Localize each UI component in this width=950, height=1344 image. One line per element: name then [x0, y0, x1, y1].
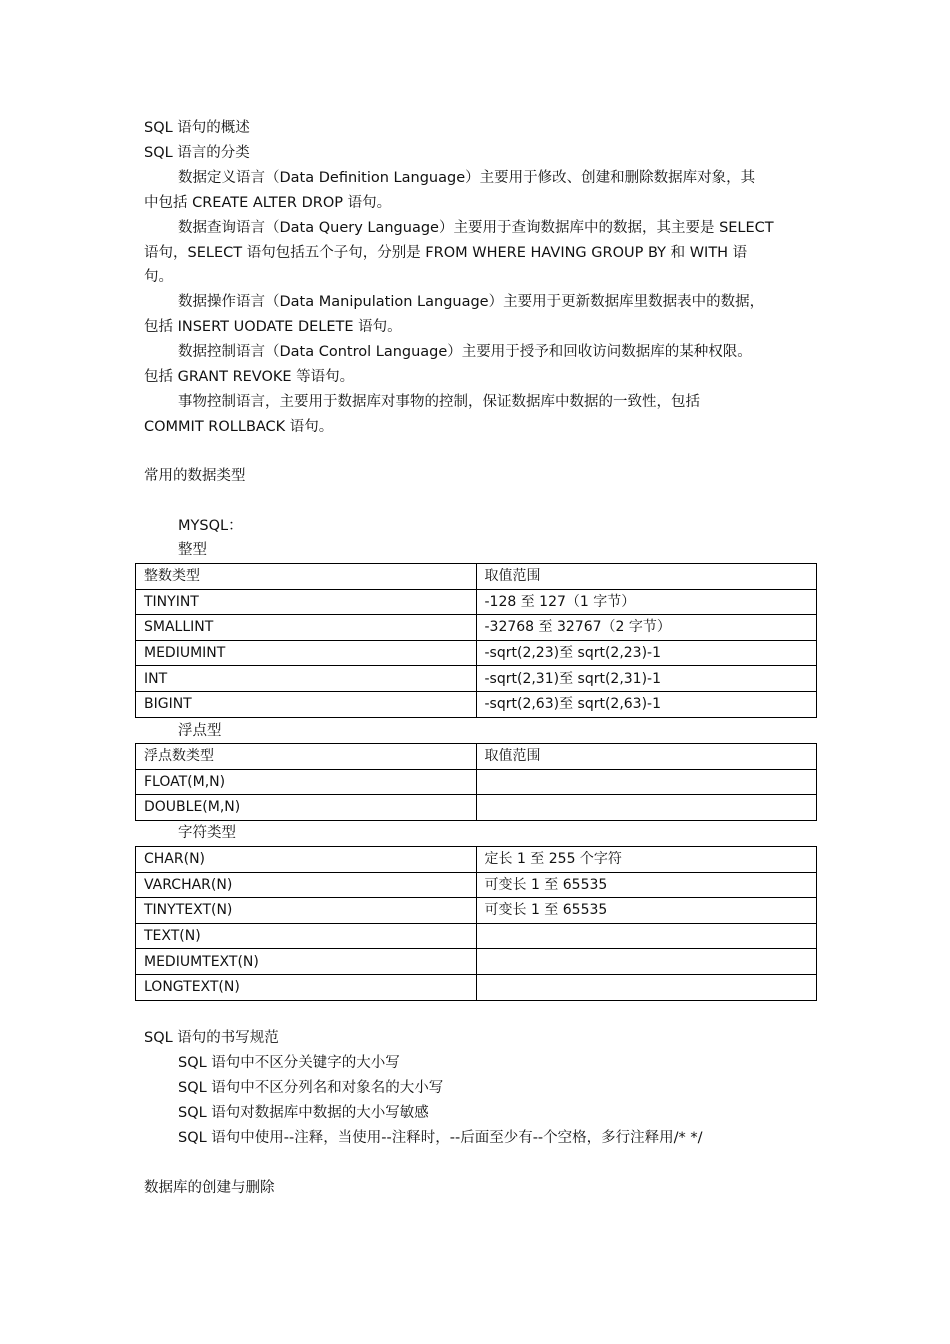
table-cell: -sqrt(2,31)至 sqrt(2,31)-1 [476, 666, 817, 692]
table-cell: TINYTEXT(N) [136, 898, 477, 924]
table-cell [476, 974, 817, 1000]
paragraph-dql-line-3: 句。 [144, 269, 173, 285]
table-cell [476, 949, 817, 975]
table-cell: LONGTEXT(N) [136, 974, 477, 1000]
paragraph-dql-line-1: 数据查询语言（Data Query Language）主要用于查询数据库中的数据，其主要是 SELECT [178, 220, 774, 236]
integer-types-table [135, 563, 817, 718]
table-row [136, 847, 817, 873]
heading-writing-rules: SQL 语句的书写规范 [144, 1030, 279, 1046]
table-cell: BIGINT [136, 691, 477, 717]
table-row [136, 640, 817, 666]
table-cell: -sqrt(2,23)至 sqrt(2,23)-1 [476, 640, 817, 666]
table-header-row [136, 564, 817, 590]
table-cell [476, 795, 817, 821]
integer-section-label: 整型 [178, 542, 207, 558]
table-row [136, 974, 817, 1000]
table-cell: VARCHAR(N) [136, 872, 477, 898]
table-row [136, 923, 817, 949]
table-cell: CHAR(N) [136, 847, 477, 873]
table-cell: INT [136, 666, 477, 692]
paragraph-dml-line-1: 数据操作语言（Data Manipulation Language）主要用于更新数据库里数据表中的数据， [178, 294, 765, 310]
table-row [136, 589, 817, 615]
float-section-label: 浮点型 [178, 723, 222, 739]
table-row [136, 691, 817, 717]
paragraph-dcl-line-2: 包括 GRANT REVOKE 等语句。 [144, 369, 355, 385]
rule-item: SQL 语句中不区分关键字的大小写 [178, 1055, 400, 1071]
rule-item: SQL 语句中不区分列名和对象名的大小写 [178, 1080, 444, 1096]
paragraph-tcl-line-2: COMMIT ROLLBACK 语句。 [144, 419, 334, 435]
table-header-cell: 取值范围 [476, 564, 817, 590]
table-cell: 定长 1 至 255 个字符 [476, 847, 817, 873]
rule-item: SQL 语句中使用--注释，当使用--注释时，--后面至少有--个空格，多行注释用/* */ [178, 1130, 703, 1146]
table-header-cell: 取值范围 [476, 744, 817, 770]
table-row [136, 898, 817, 924]
mysql-label: MYSQL： [178, 518, 243, 534]
table-row [136, 769, 817, 795]
table-cell: 可变长 1 至 65535 [476, 872, 817, 898]
table-cell: SMALLINT [136, 615, 477, 641]
float-types-table [135, 743, 817, 821]
table-cell: MEDIUMTEXT(N) [136, 949, 477, 975]
table-header-row [136, 744, 817, 770]
paragraph-dql-line-2: 语句，SELECT 语句包括五个子句，分别是 FROM WHERE HAVING GROUP BY 和 WITH 语 [144, 245, 748, 261]
paragraph-dcl-line-1: 数据控制语言（Data Control Language）主要用于授予和回收访问数据库的某种权限。 [178, 344, 752, 360]
table-cell: -sqrt(2,63)至 sqrt(2,63)-1 [476, 691, 817, 717]
table-row [136, 872, 817, 898]
paragraph-ddl-line-1: 数据定义语言（Data Definition Language）主要用于修改、创建和删除数据库对象，其 [178, 170, 756, 186]
heading-db-create-delete: 数据库的创建与删除 [144, 1180, 275, 1196]
paragraph-dml-line-2: 包括 INSERT UODATE DELETE 语句。 [144, 319, 402, 335]
table-row [136, 949, 817, 975]
heading-sql-overview: SQL 语句的概述 [144, 120, 250, 136]
table-cell: TINYINT [136, 589, 477, 615]
paragraph-ddl-line-2: 中包括 CREATE ALTER DROP 语句。 [144, 195, 392, 211]
rule-item: SQL 语句对数据库中数据的大小写敏感 [178, 1105, 429, 1121]
paragraph-tcl-line-1: 事物控制语言，主要用于数据库对事物的控制，保证数据库中数据的一致性，包括 [178, 394, 700, 410]
table-cell: -32768 至 32767（2 字节） [476, 615, 817, 641]
table-header-cell: 整数类型 [136, 564, 477, 590]
char-section-label: 字符类型 [178, 825, 236, 841]
table-row [136, 795, 817, 821]
table-header-cell: 浮点数类型 [136, 744, 477, 770]
heading-data-types: 常用的数据类型 [144, 468, 246, 484]
table-cell: FLOAT(M,N) [136, 769, 477, 795]
heading-sql-classification: SQL 语言的分类 [144, 145, 250, 161]
table-cell [476, 769, 817, 795]
table-cell: TEXT(N) [136, 923, 477, 949]
char-types-table [135, 846, 817, 1001]
table-row [136, 615, 817, 641]
table-row [136, 666, 817, 692]
table-cell: MEDIUMINT [136, 640, 477, 666]
table-cell: 可变长 1 至 65535 [476, 898, 817, 924]
table-cell: DOUBLE(M,N) [136, 795, 477, 821]
table-cell [476, 923, 817, 949]
table-cell: -128 至 127（1 字节） [476, 589, 817, 615]
